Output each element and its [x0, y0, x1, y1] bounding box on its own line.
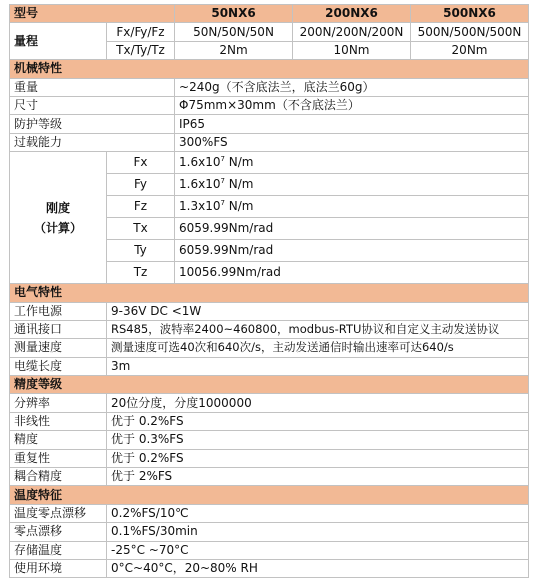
section-mechanical — [10, 60, 529, 78]
acc-row — [10, 431, 529, 449]
range-torque-axes: Tx/Ty/Tz — [107, 41, 175, 59]
stiff-value: 10056.99Nm/rad — [175, 262, 529, 284]
stiff-value: $1.6x10^7$ N/m — [175, 174, 529, 196]
acc-row — [10, 468, 529, 486]
stiff-axis: Tx — [107, 218, 175, 240]
range-force-row — [10, 23, 529, 41]
row-label: 过载能力 — [10, 133, 175, 151]
stiffness-label-line1: 刚度 — [45, 200, 70, 215]
row-label: 重复性 — [10, 449, 107, 467]
mech-row — [10, 115, 529, 133]
row-value: 优于 0.2%FS — [107, 412, 529, 430]
section-accuracy — [10, 376, 529, 394]
row-label: 通讯接口 — [10, 320, 107, 338]
mech-row — [10, 133, 529, 151]
header-row — [10, 5, 529, 23]
stiff-value: $1.6x10^7$ N/m — [175, 152, 529, 174]
range-force-axes: Fx/Fy/Fz — [107, 23, 175, 41]
row-value: 0.1%FS/30min — [107, 523, 529, 541]
elec-row — [10, 320, 529, 338]
row-value: -25°C ~70°C — [107, 541, 529, 559]
elec-row — [10, 339, 529, 357]
row-value: 测量速度可选40次和640次/s，主动发送通信时输出速率可达640/s — [107, 339, 529, 357]
row-value: 0.2%FS/10℃ — [107, 504, 529, 522]
range-force-200: 200N/200N/200N — [293, 23, 411, 41]
row-value: IP65 — [175, 115, 529, 133]
row-label: 电缆长度 — [10, 357, 107, 375]
acc-row — [10, 449, 529, 467]
model-500nx6: 500NX6 — [411, 5, 529, 23]
section-title: 温度特征 — [10, 486, 529, 504]
row-value: RS485，波特率2400~460800，modbus-RTU协议和自定义主动发送协议 — [107, 320, 529, 338]
row-value: 优于 0.3%FS — [107, 431, 529, 449]
range-force-500: 500N/500N/500N — [411, 23, 529, 41]
row-value: 优于 2%FS — [107, 468, 529, 486]
row-label: 工作电源 — [10, 302, 107, 320]
range-torque-200: 10Nm — [293, 41, 411, 59]
row-label: 使用环境 — [10, 559, 107, 577]
model-label: 型号 — [10, 5, 175, 23]
stiff-value: 6059.99Nm/rad — [175, 240, 529, 262]
temp-row — [10, 559, 529, 577]
stiff-row — [10, 152, 529, 174]
stiff-axis: Ty — [107, 240, 175, 262]
range-force-50: 50N/50N/50N — [175, 23, 293, 41]
acc-row — [10, 412, 529, 430]
stiff-axis: Fy — [107, 174, 175, 196]
temp-row — [10, 523, 529, 541]
row-label: 分辨率 — [10, 394, 107, 412]
stiff-value: $1.3x10^7$ N/m — [175, 196, 529, 218]
row-label: 非线性 — [10, 412, 107, 430]
temp-row — [10, 504, 529, 522]
model-200nx6: 200NX6 — [293, 5, 411, 23]
row-value: 20位分度，分度1000000 — [107, 394, 529, 412]
temp-row — [10, 541, 529, 559]
row-label: 测量速度 — [10, 339, 107, 357]
section-electrical — [10, 284, 529, 302]
section-title: 电气特性 — [10, 284, 529, 302]
section-title: 机械特性 — [10, 60, 529, 78]
row-label: 耦合精度 — [10, 468, 107, 486]
row-value: ~240g（不含底法兰，底法兰60g） — [175, 78, 529, 96]
section-temperature — [10, 486, 529, 504]
stiff-axis: Fz — [107, 196, 175, 218]
stiff-axis: Fx — [107, 152, 175, 174]
stiffness-label — [10, 152, 107, 284]
stiffness-label-line2: （计算） — [33, 220, 82, 235]
row-label: 尺寸 — [10, 96, 175, 114]
row-value: 300%FS — [175, 133, 529, 151]
acc-row — [10, 394, 529, 412]
row-value: 3m — [107, 357, 529, 375]
row-value: Φ75mm×30mm（不含底法兰） — [175, 96, 529, 114]
range-torque-500: 20Nm — [411, 41, 529, 59]
spec-table — [9, 4, 529, 578]
range-label: 量程 — [10, 23, 107, 60]
model-50nx6: 50NX6 — [175, 5, 293, 23]
row-value: 0°C~40°C，20~80% RH — [107, 559, 529, 577]
row-label: 防护等级 — [10, 115, 175, 133]
row-value: 优于 0.2%FS — [107, 449, 529, 467]
mech-row — [10, 96, 529, 114]
row-label: 零点漂移 — [10, 523, 107, 541]
range-torque-50: 2Nm — [175, 41, 293, 59]
stiff-axis: Tz — [107, 262, 175, 284]
mech-row — [10, 78, 529, 96]
elec-row — [10, 357, 529, 375]
row-label: 重量 — [10, 78, 175, 96]
elec-row — [10, 302, 529, 320]
row-label: 精度 — [10, 431, 107, 449]
row-value: 9-36V DC <1W — [107, 302, 529, 320]
section-title: 精度等级 — [10, 376, 529, 394]
row-label: 温度零点漂移 — [10, 504, 107, 522]
row-label: 存储温度 — [10, 541, 107, 559]
stiff-value: 6059.99Nm/rad — [175, 218, 529, 240]
